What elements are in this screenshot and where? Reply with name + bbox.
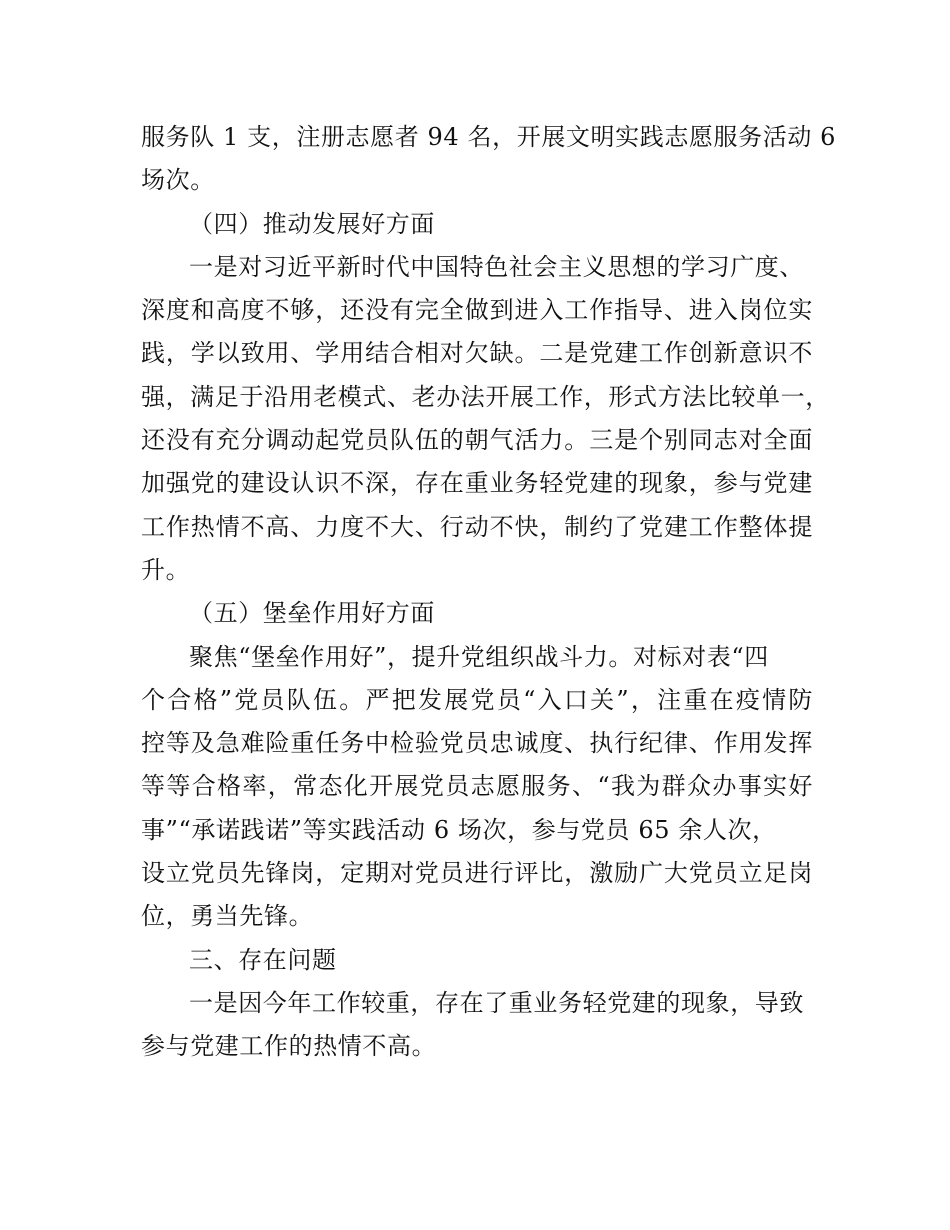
heading-section-5: （五）堡垒作用好方面	[189, 599, 435, 628]
text-line: 控等及急难险重任务中检验党员忠诚度、执行纪律、作用发挥	[141, 729, 813, 758]
paragraph-fortress-role	[141, 636, 813, 939]
text-line: 场次。	[141, 166, 215, 195]
text-line: 聚焦“堡垒作用好”，提升党组织战斗力。对标对表“四	[189, 642, 769, 671]
text-line: 加强党的建设认识不深，存在重业务轻党建的现象，参与党建	[141, 469, 813, 498]
text-line: 升。	[141, 555, 191, 584]
text-line: 位，勇当先锋。	[141, 902, 314, 931]
text-line: 强，满足于沿用老模式、老办法开展工作，形式方法比较单一，	[141, 382, 830, 411]
text-line: 等等合格率，常态化开展党员志愿服务、“我为群众办事实好	[141, 772, 813, 801]
text-line: 服务队 1 支，注册志愿者 94 名，开展文明实践志愿服务活动 6	[141, 123, 837, 151]
text-line: 践，学以致用、学用结合相对欠缺。二是党建工作创新意识不	[141, 339, 813, 368]
text-line: 还没有充分调动起党员队伍的朝气活力。三是个别同志对全面	[141, 426, 813, 455]
paragraph-development-issues	[141, 246, 830, 592]
text-line: 一是对习近平新时代中国特色社会主义思想的学习广度、	[189, 252, 804, 281]
heading-existing-problems: 三、存在问题	[189, 945, 337, 974]
text-line: 个合格”党员队伍。严把发展党员“入口关”，注重在疫情防	[141, 685, 813, 714]
text-line: 一是因今年工作较重，存在了重业务轻党建的现象，导致	[189, 988, 804, 1017]
heading-section-4: （四）推动发展好方面	[189, 209, 435, 238]
paragraph-problems	[141, 982, 813, 1069]
paragraph-volunteer-service	[141, 116, 837, 203]
document-body	[141, 116, 837, 1069]
text-line: 事”“承诺践诺”等实践活动 6 场次，参与党员 65 余人次，	[141, 815, 777, 844]
text-line: 参与党建工作的热情不高。	[141, 1032, 437, 1061]
text-line: 工作热情不高、力度不大、行动不快，制约了党建工作整体提	[141, 512, 813, 541]
text-line: 设立党员先锋岗，定期对党员进行评比，激励广大党员立足岗	[141, 859, 813, 888]
text-line: 深度和高度不够，还没有完全做到进入工作指导、进入岗位实	[141, 296, 813, 325]
